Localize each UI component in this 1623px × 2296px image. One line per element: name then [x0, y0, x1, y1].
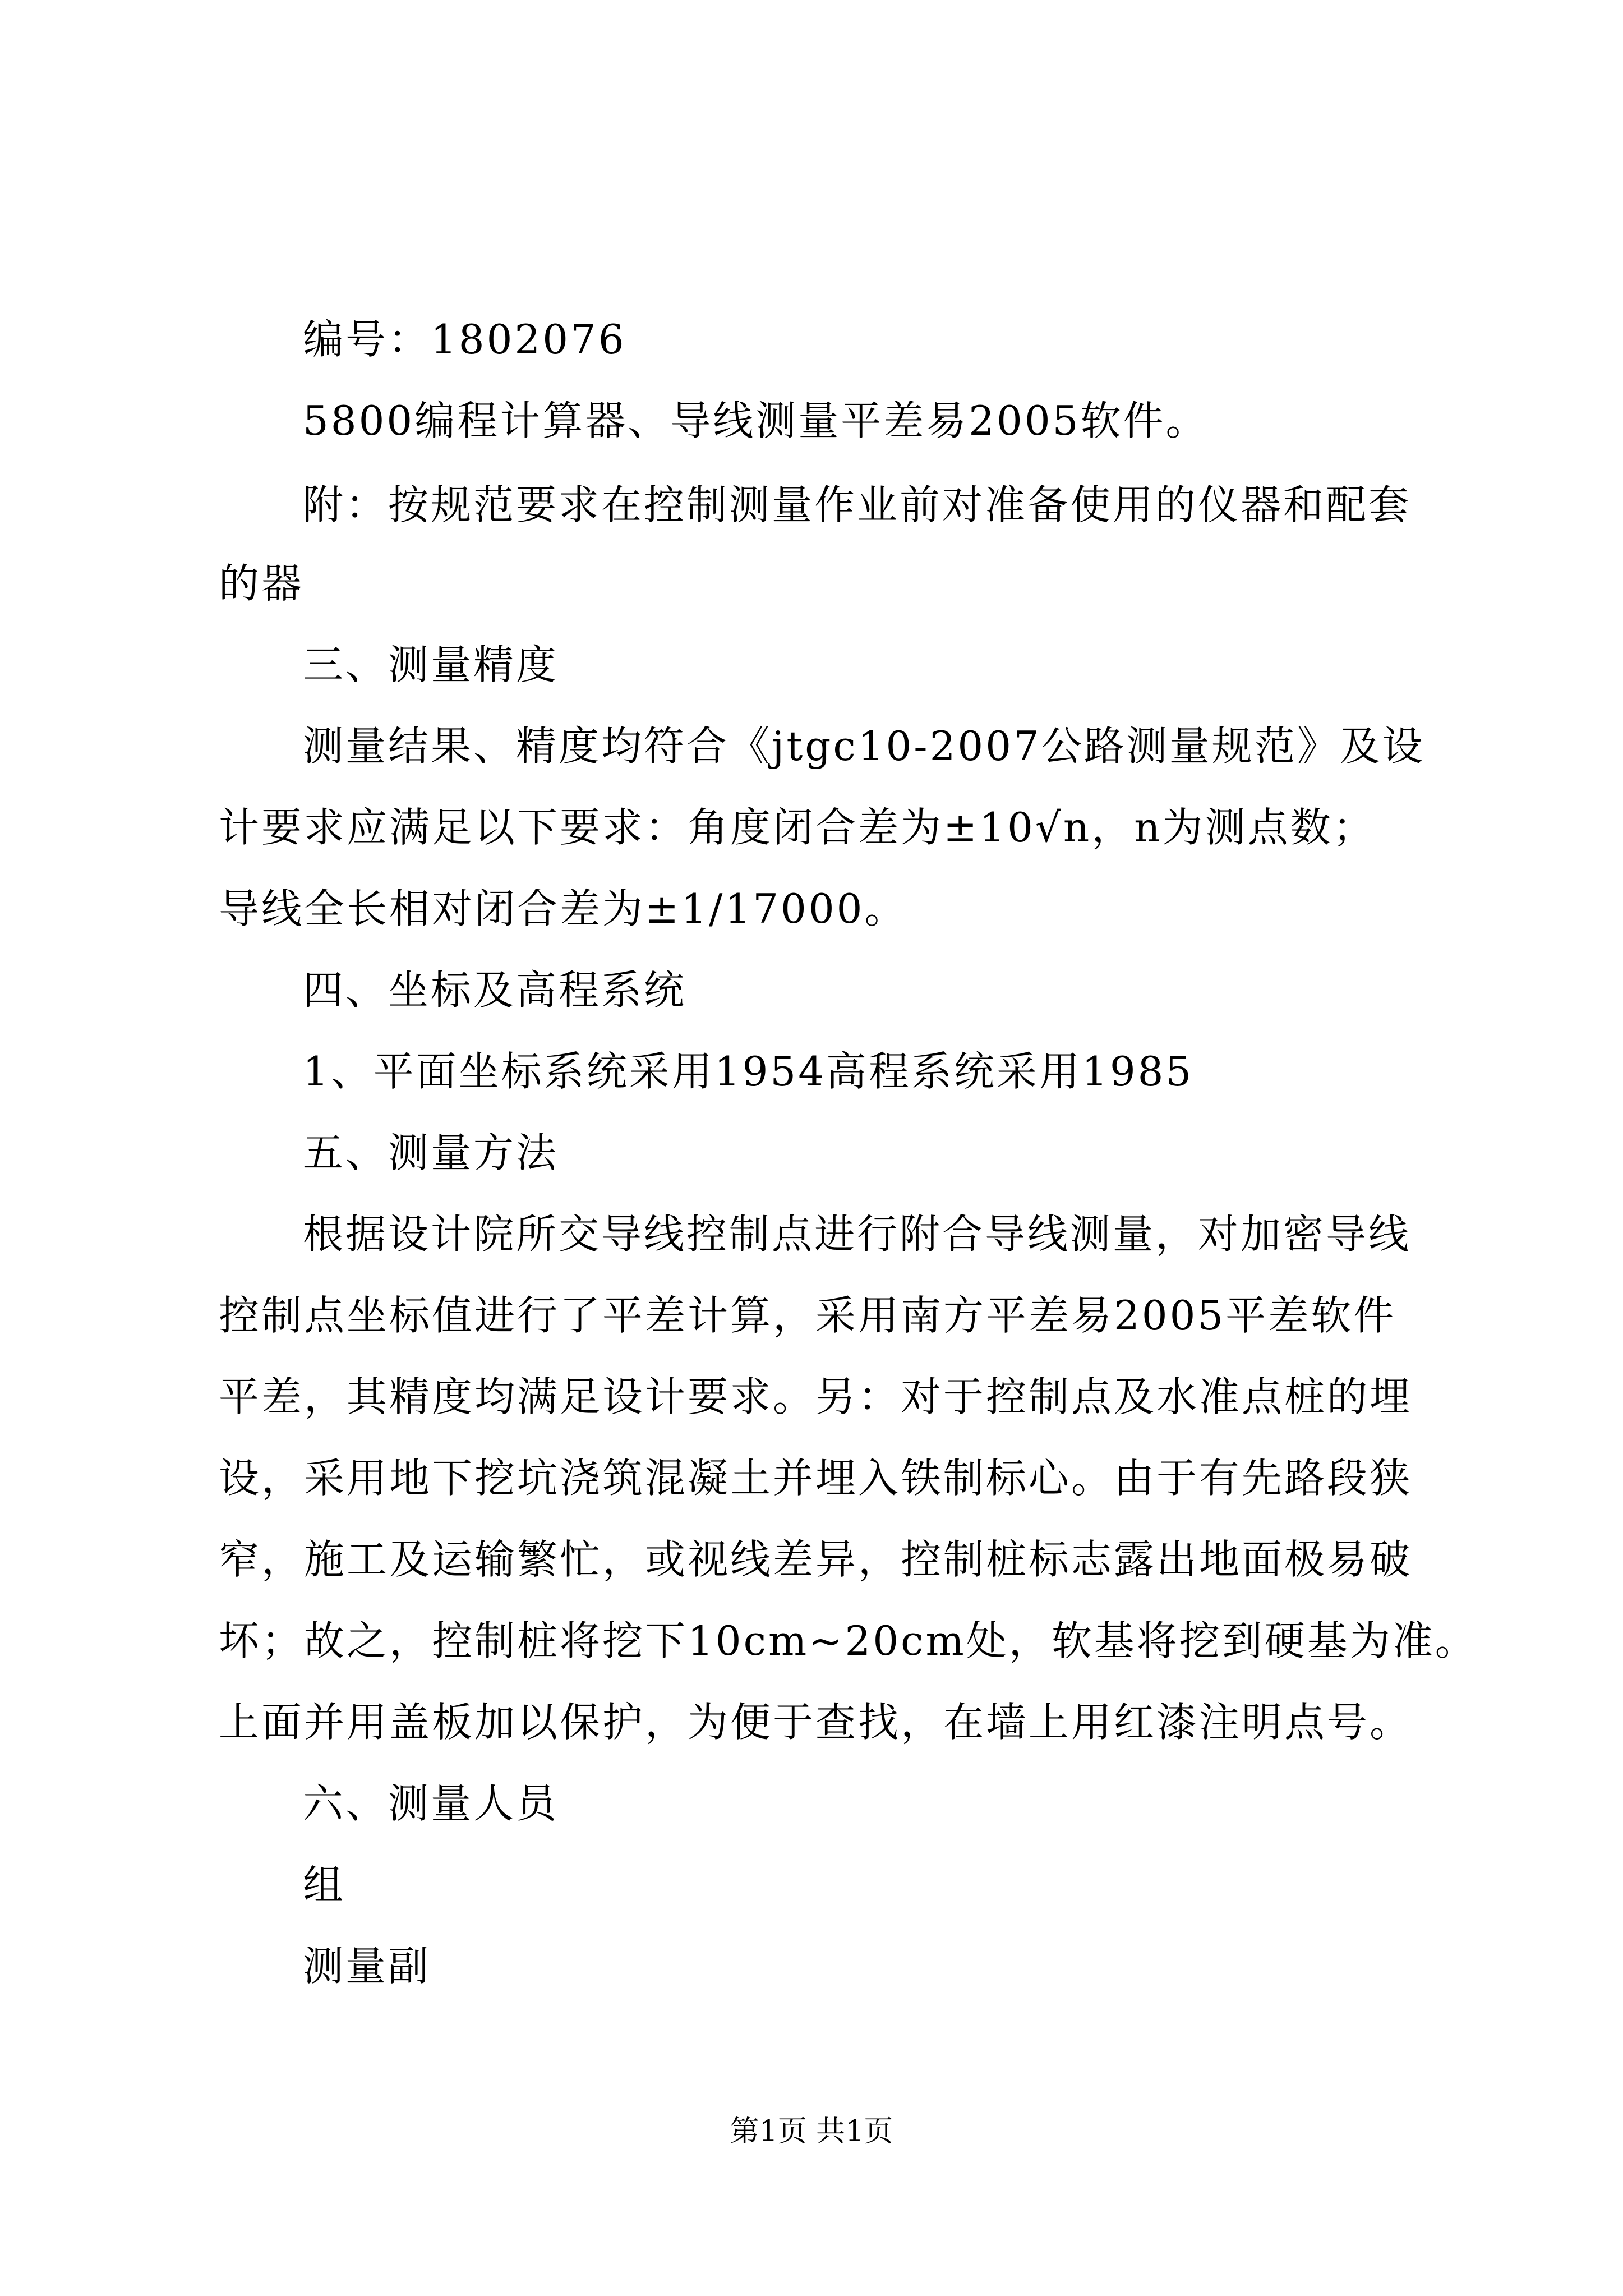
section-heading-accuracy: 三、测量精度 — [303, 641, 559, 688]
section-heading-method: 五、测量方法 — [303, 1129, 559, 1176]
method-paragraph-line: 设，采用地下挖坑浇筑混凝土并埋入铁制标心。由于有先路段狭 — [219, 1455, 1413, 1502]
section-heading-personnel: 六、测量人员 — [303, 1780, 559, 1827]
method-paragraph-line: 平差，其精度均满足设计要求。另：对于控制点及水准点桩的埋 — [219, 1373, 1413, 1420]
serial-number-line: 编号：1802076 — [303, 316, 626, 363]
page-footer: 第1页 共1页 — [730, 2115, 893, 2148]
accuracy-paragraph-line: 计要求应满足以下要求：角度闭合差为±10√n，n为测点数； — [219, 804, 1376, 851]
appendix-line-continued: 的器 — [219, 560, 305, 607]
personnel-line: 组 — [303, 1861, 346, 1908]
coordinate-system-line: 1、平面坐标系统采用1954高程系统采用1985 — [303, 1048, 1194, 1095]
appendix-line: 附：按规范要求在控制测量作业前对准备使用的仪器和配套 — [303, 481, 1412, 528]
method-paragraph-line: 控制点坐标值进行了平差计算，采用南方平差易2005平差软件 — [219, 1292, 1396, 1339]
personnel-line: 测量副 — [303, 1943, 431, 1990]
method-paragraph-line: 根据设计院所交导线控制点进行附合导线测量，对加密导线 — [303, 1211, 1412, 1258]
equipment-line: 5800编程计算器、导线测量平差易2005软件。 — [303, 397, 1209, 444]
method-paragraph-line: 窄，施工及运输繁忙，或视线差异，控制桩标志露出地面极易破 — [219, 1536, 1413, 1583]
accuracy-paragraph-line: 导线全长相对闭合差为±1/17000。 — [219, 885, 907, 932]
method-paragraph-line: 坏；故之，控制桩将挖下10cm~20cm处，软基将挖到硬基为准。 — [219, 1617, 1478, 1664]
accuracy-paragraph-line: 测量结果、精度均符合《jtgc10-2007公路测量规范》及设 — [303, 723, 1425, 770]
section-heading-coordinates: 四、坐标及高程系统 — [303, 967, 687, 1014]
method-paragraph-line: 上面并用盖板加以保护，为便于查找，在墙上用红漆注明点号。 — [219, 1699, 1413, 1746]
